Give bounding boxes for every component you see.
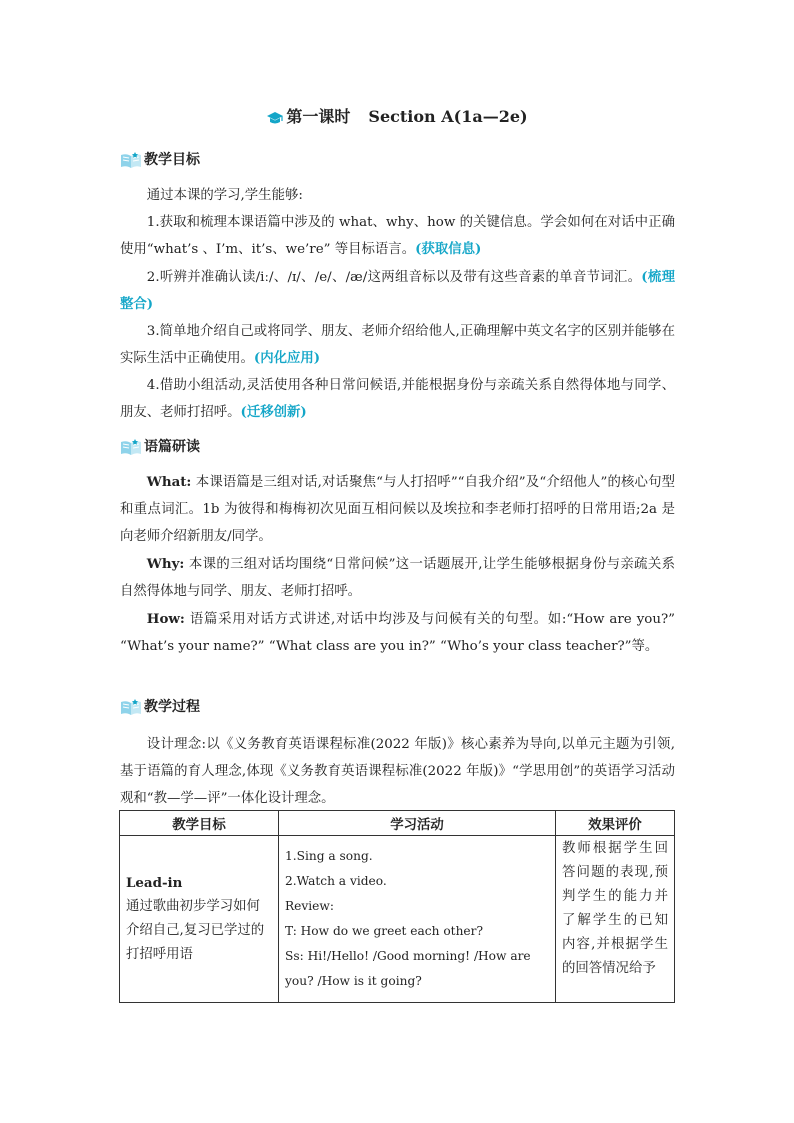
open-book-icon (120, 438, 142, 456)
header-activity: 学习活动 (279, 811, 556, 836)
open-book-icon (120, 151, 142, 169)
activity-line: 2.Watch a video. (285, 874, 387, 888)
goal-tag-1: (获取信息) (415, 241, 482, 257)
goal-item-2: 2.听辨并准确认读/iː/、/ɪ/、/e/、/æ/这两组音标以及带有这些音素的单音节词汇。(梳理整合) (120, 269, 675, 312)
table-header-row (120, 811, 675, 836)
lesson-plan-table (119, 810, 675, 1003)
activity-line: Ss: Hi!/Hello! /Good morning! /How are you? /How is it going? (285, 949, 531, 988)
table-row (120, 836, 675, 1003)
goal-item-3: 3.简单地介绍自己或将同学、朋友、老师介绍给他人,正确理解中英文名字的区别并能够在实际生活中正确使用。(内化应用) (120, 324, 675, 366)
activity-line: Review: (285, 899, 334, 913)
header-evaluation: 效果评价 (556, 811, 675, 836)
lesson-title (0, 106, 794, 128)
graduation-cap-icon (266, 111, 284, 125)
analysis-heading (120, 437, 200, 457)
goal-cell (120, 836, 279, 1003)
open-book-icon (120, 698, 142, 716)
evaluation-text: 教师根据学生回答问题的表现,预判学生的能力并了解学生的已知内容,并根据学生的回答情况给予 (562, 841, 668, 976)
analysis-heading-label: 语篇研读 (144, 439, 200, 455)
goals-intro: 通过本课的学习,学生能够: (146, 188, 303, 203)
goal-tag-4: (迁移创新) (240, 404, 307, 420)
goal-stage-title: Lead-in (126, 875, 183, 891)
activity-line: 1.Sing a song. (285, 849, 373, 863)
analysis-how: How: 语篇采用对话方式讲述,对话中均涉及与问候有关的句型。如:“How are you?” “What’s your name?” “What class are you in?” “Who’s your class teacher?”等。 (120, 611, 675, 654)
goal-tag-3: (内化应用) (253, 350, 321, 366)
process-heading (120, 697, 200, 717)
evaluation-cell (556, 836, 675, 1003)
analysis-why: Why: 本课的三组对话均围绕“日常问候”这一话题展开,让学生能够根据身份与亲疏关系自然得体地与同学、朋友、老师打招呼。 (120, 556, 675, 599)
goals-heading (120, 150, 200, 170)
goal-cell-text: 通过歌曲初步学习如何介绍自己,复习已学过的打招呼用语 (126, 899, 265, 962)
goal-item-1: 1.获取和梳理本课语篇中涉及的 what、why、how 的关键信息。学会如何在对话中正确使用“what’s 、I’m、it’s、we’re” 等目标语言。(获取信息) (120, 215, 675, 257)
analysis-what: What: 本课语篇是三组对话,对话聚焦“与人打招呼”“自我介绍”及“介绍他人”的核心句型和重点词汇。1b 为彼得和梅梅初次见面互相问候以及埃拉和李老师打招呼的日常用语;2a 是向老师介绍新朋友/同学。 (120, 474, 675, 544)
section-name: Section A(1a—2e) (368, 107, 528, 126)
process-intro: 设计理念:以《义务教育英语课程标准(2022 年版)》核心素养为导向,以单元主题为引领,基于语篇的育人理念,体现《义务教育英语课程标准(2022 年版)》“学思用创”的英语学习活动观和“教—学—评”一体化设计理念。 (120, 737, 675, 806)
goal-item-4: 4.借助小组活动,灵活使用各种日常问候语,并能根据身份与亲疏关系自然得体地与同学、朋友、老师打招呼。(迁移创新) (120, 378, 675, 420)
goals-heading-label: 教学目标 (144, 152, 200, 168)
lesson-name: 第一课时 (286, 107, 351, 126)
activity-cell (279, 836, 556, 1003)
header-goal: 教学目标 (120, 811, 279, 836)
process-heading-label: 教学过程 (144, 699, 200, 715)
goal-tag-2: (梳理整合) (120, 269, 675, 312)
activity-line: T: How do we greet each other? (285, 924, 483, 938)
